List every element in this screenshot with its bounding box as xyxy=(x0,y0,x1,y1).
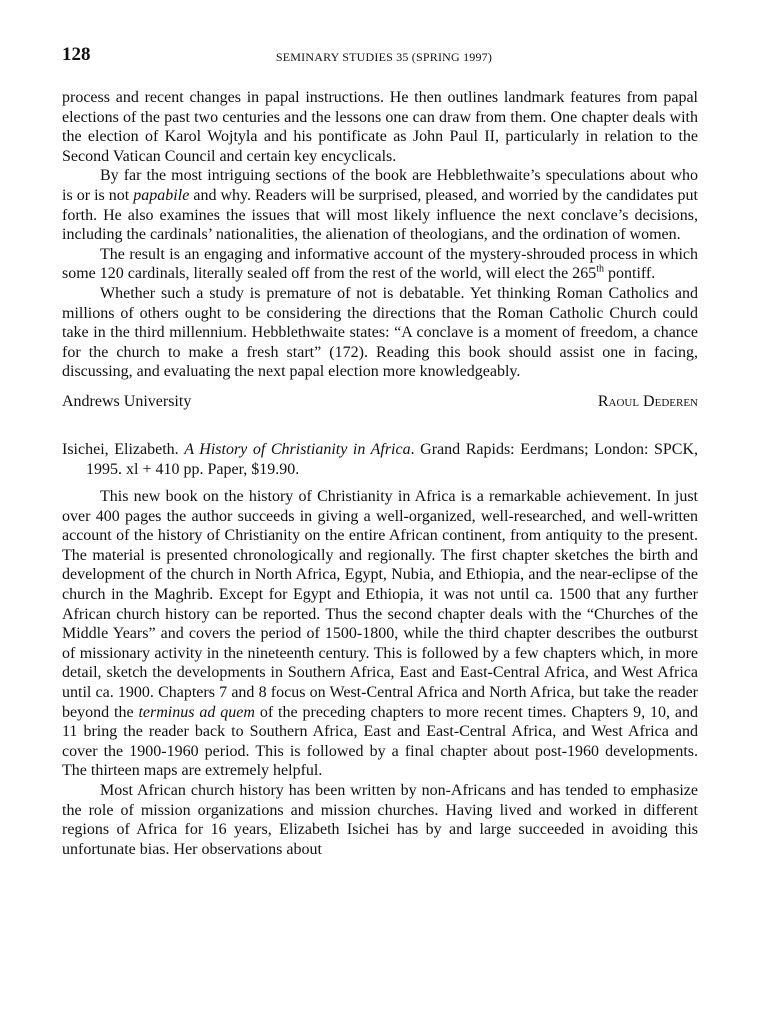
book-citation: Isichei, Elizabeth. A History of Christianity in Africa. Grand Rapids: Eerdmans; London: SPCK, 1995. xl + 410 pp. Paper, $19.90. xyxy=(62,440,699,478)
book-title: A History of Christianity in Africa xyxy=(184,440,411,458)
page-body xyxy=(62,88,698,859)
latin-term: terminus ad quem xyxy=(138,703,255,721)
reviewer-signature xyxy=(62,392,698,414)
page-header xyxy=(62,44,706,70)
review2-paragraph-1: This new book on the history of Christianity in Africa is a remarkable achievement. In just over 400 pages the author succeeds in giving a well-organized, well-researched, and well-written account of the history of Christianity on the entire African continent, from antiquity to the present. The material is presented chronologically and regionally. The first chapter sketches the birth and development of the church in North Africa, Egypt, Nubia, and Ethiopia, and the near-eclipse of the church in the Maghrib. Except for Egypt and Ethiopia, it was not until ca. 1500 that any further African church history can be reported. Thus the second chapter deals with the “Churches of the Middle Years” and covers the period of 1500-1800, while the third chapter describes the outburst of missionary activity in the nineteenth century. This is followed by a few chapters which, in more detail, sketch the developments in Southern Africa, East and East-Central Africa, and West Africa until ca. 1900. Chapters 7 and 8 focus on West-Central Africa and North Africa, but take the reader beyond the terminus ad quem of the preceding chapters to more recent times. Chapters 9, 10, and 11 bring the reader back to Southern Africa, East and East-Central Africa, and West Africa and cover the 1900-1960 period. This is followed by a final chapter about post-1960 developments. The thirteen maps are extremely helpful. xyxy=(62,488,699,780)
review1-paragraph-2: By far the most intriguing sections of the book are Hebblethwaite’s speculations about who is or is not papabile and why. Readers will be surprised, pleased, and worried by the candidates put forth. He also examines the issues that will most likely influence the next conclave’s decisions, including the cardinals’ nationalities, the alienation of theologians, and the ordination of women. xyxy=(62,167,698,244)
review1-paragraph-4: Whether such a study is premature of not is debatable. Yet thinking Roman Catholics and millions of others ought to be considering the directions that the Roman Catholic Church could take in the third millennium. Hebblethwaite states: “A conclave is a moment of freedom, a chance for the church to make a fresh start” (172). Reading this book should assist one in facing, discussing, and evaluating the next papal election more knowledgeably. xyxy=(62,284,698,381)
review1-paragraph-3: The result is an engaging and informative account of the mystery-shrouded process in which some 120 cardinals, literally sealed off from the rest of the world, will elect the 265th pontiff. xyxy=(62,245,698,283)
review1-paragraph-1: process and recent changes in papal instructions. He then outlines landmark features from papal elections of the past two centuries and the lessons one can draw from them. One chapter deals with the election of Karol Wojtyla and his pontificate as John Paul II, particularly in relation to the Second Vatican Council and certain key encyclicals. xyxy=(62,89,698,165)
reviewer-name: Raoul Dederen xyxy=(597,392,698,410)
papabile-term: papabile xyxy=(133,186,190,204)
ordinal-suffix: th xyxy=(596,264,604,276)
review2-paragraph-2: Most African church history has been written by non-Africans and has tended to emphasize the role of mission organizations and mission churches. Having lived and worked in different regions of Africa for 16 years, Elizabeth Isichei has by and large succeeded in avoiding this unfortunate bias. Her observations about xyxy=(62,782,698,858)
reviewer-affiliation: Andrews University xyxy=(62,392,192,410)
page-number: 128 xyxy=(62,44,91,65)
review2 xyxy=(62,487,698,859)
running-head: SEMINARY STUDIES 35 (SPRING 1997) xyxy=(275,50,493,64)
